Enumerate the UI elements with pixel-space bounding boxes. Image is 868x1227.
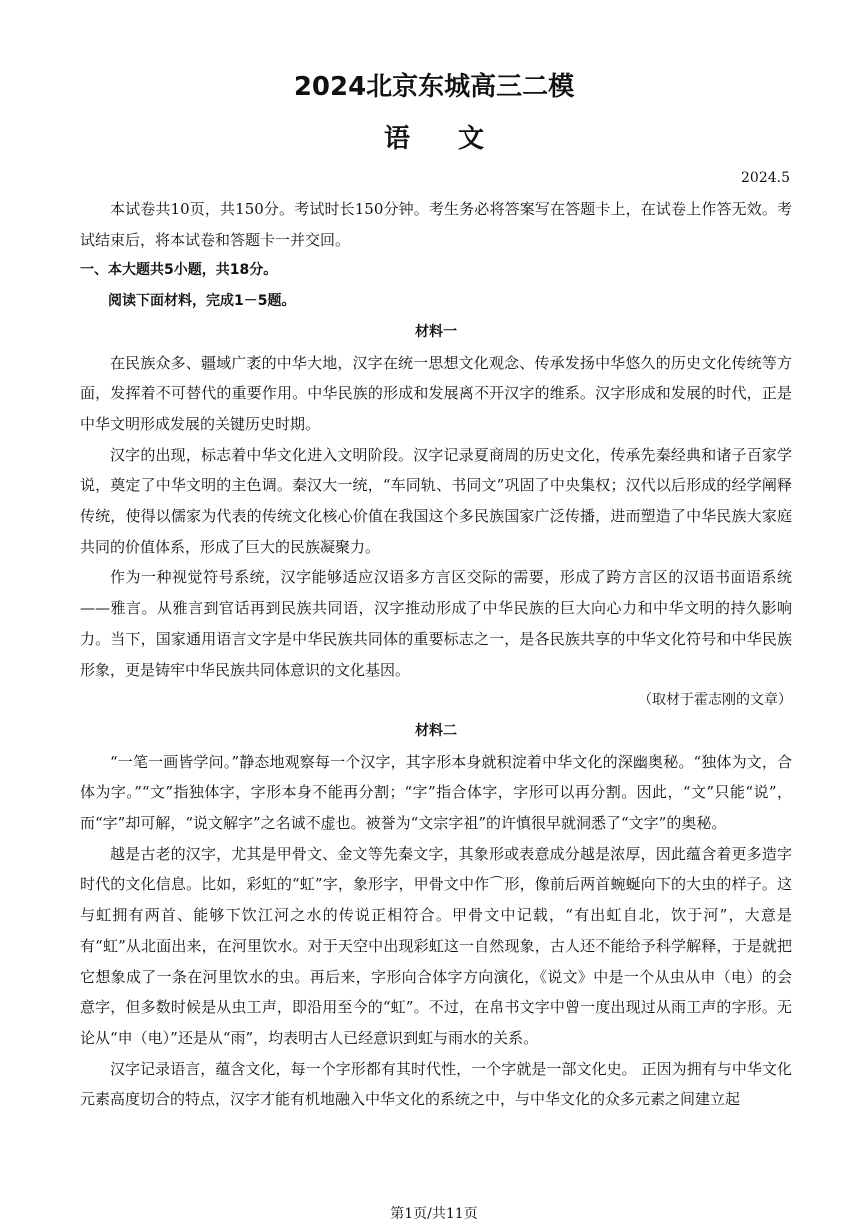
material-1-paragraph: 汉字的出现，标志着中华文化进入文明阶段。汉字记录夏商周的历史文化，传承先秦经典和诸子百家学说，奠定了中华文明的主色调。秦汉大一统，“车同轨、书同文”巩固了中央集权；汉代以后形成的经学阐释传统，使得以儒家为代表的传统文化核心价值在我国这个多民族国家广泛传播，进而塑造了中华民族大家庭共同的价值体系，形成了巨大的民族凝聚力。	[80, 445, 792, 556]
material-1-source: （取材于霍志刚的文章）	[638, 692, 792, 709]
material-2-paragraph: “一笔一画皆学问。”静态地观察每一个汉字，其字形本身就积淀着中华文化的深幽奥秘。“独体为文，合体为字。”“文”指独体字，字形本身不能再分割；“字”指合体字，字形可以再分割。因此，“文”只能“说”，而“字”却可解，“说文解字”之名诚不虚也。被誉为“文宗字祖”的许慎很早就洞悉了“文字”的奥秘。	[80, 752, 792, 833]
reading-instruction: 阅读下面材料，完成1－5题。	[108, 293, 296, 310]
material-2-paragraph: 越是古老的汉字，尤其是甲骨文、金文等先秦文字，其象形或表意成分越是浓厚，因此蕴含着更多造字时代的文化信息。比如，彩虹的“虹”字，象形字，甲骨文中作⌒形，像前后两首蜿蜒向下的大虫的样子。这与虹拥有两首、能够下饮江河之水的传说正相符合。甲骨文中记载，“有出虹自北，饮于河”，大意是有“虹”从北面出来，在河里饮水。对于天空中出现彩虹这一自然现象，古人还不能给予科学解释，于是就把它想象成了一条在河里饮水的虫。再后来，字形向合体字方向演化，《说文》中是一个从虫从申（电）的会意字，但多数时候是从虫工声，即沿用至今的“虹”。不过，在帛书文字中曾一度出现过从雨工声的字形。无论从“申（电）”还是从“雨”，均表明古人已经意识到虹与雨水的关系。	[80, 844, 792, 1047]
exam-date: 2024.5	[741, 170, 790, 186]
material-2-paragraph: 汉字记录语言，蕴含文化，每一个字形都有其时代性，一个字就是一部文化史。 正因为拥有与中华文化元素高度切合的特点，汉字才能有机地融入中华文化的系统之中，与中华文化的众多元素之间建立起	[80, 1059, 792, 1109]
section-heading: 一、本大题共5小题，共18分。	[80, 262, 278, 279]
material-1-heading: 材料一	[415, 323, 457, 340]
material-1-paragraph: 在民族众多、疆域广袤的中华大地，汉字在统一思想文化观念、传承发扬中华悠久的历史文化传统等方面，发挥着不可替代的重要作用。中华民族的形成和发展离不开汉字的维系。汉字形成和发展的时代，正是中华文明形成发展的关键历史时期。	[80, 353, 792, 433]
page-number: 第1页/共11页	[390, 1206, 478, 1222]
material-2-heading: 材料二	[415, 722, 457, 739]
subject-title: 语文	[383, 124, 532, 154]
exam-content	[80, 194, 792, 1115]
exam-title: 2024北京东城高三二模	[293, 72, 575, 102]
exam-notice: 本试卷共10页，共150分。考试时长150分钟。考生务必将答案写在答题卡上，在试卷上作答无效。考试结束后，将本试卷和答题卡一并交回。	[80, 200, 792, 249]
material-1-paragraph: 作为一种视觉符号系统，汉字能够适应汉语多方言区交际的需要，形成了跨方言区的汉语书面语系统——雅言。从雅言到官话再到民族共同语，汉字推动形成了中华民族的巨大向心力和中华文明的持久影响力。当下，国家通用语言文字是中华民族共同体的重要标志之一，是各民族共享的中华文化符号和中华民族形象，更是铸牢中华民族共同体意识的文化基因。	[80, 568, 792, 679]
